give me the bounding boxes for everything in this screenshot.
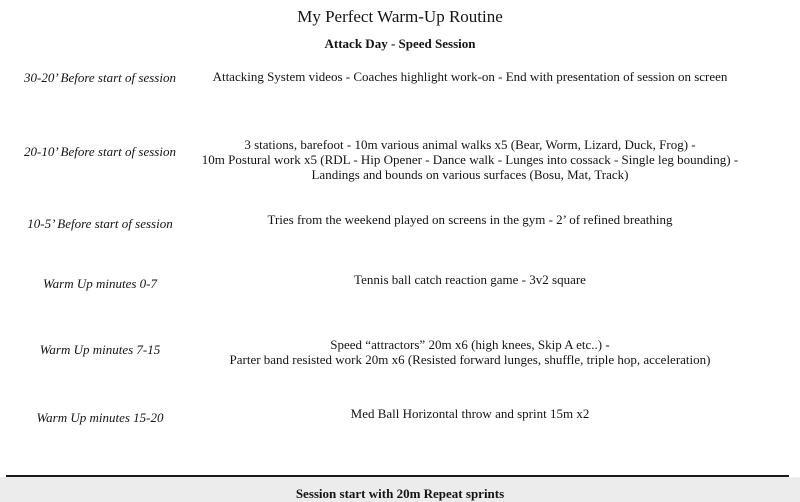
row-description-line: Parter band resisted work 20m x6 (Resisted forward lunges, shuffle, triple hop, acceleration) [229, 352, 711, 367]
row-description-line: Tennis ball catch reaction game - 3v2 square [354, 272, 586, 287]
row-time-label: Warm Up minutes 0-7 [43, 276, 157, 291]
footer-text: Session start with 20m Repeat sprints [295, 486, 505, 501]
row-description-line: Landings and bounds on various surfaces (Bosu, Mat, Track) [311, 167, 629, 182]
row-description-line: Tries from the weekend played on screens in the gym - 2’ of refined breathing [267, 212, 673, 227]
row-description-line: 10m Postural work x5 (RDL - Hip Opener - Dance walk - Lunges into cossack - Single leg bounding) - [201, 152, 739, 167]
row-description-line: Attacking System videos - Coaches highlight work-on - End with presentation of session on screen [212, 69, 728, 84]
row-description [190, 137, 750, 182]
row-time-label: 20-10’ Before start of session [24, 144, 176, 159]
row-description [190, 212, 750, 227]
page-title: My Perfect Warm-Up Routine [297, 7, 503, 26]
row-description [190, 69, 750, 84]
row-description [190, 406, 750, 421]
row-time-label: 30-20’ Before start of session [24, 70, 176, 85]
row-description-line: Speed “attractors” 20m x6 (high knees, Skip A etc..) - [330, 337, 610, 352]
row-description [190, 272, 750, 287]
row-time-label: 10-5’ Before start of session [27, 216, 173, 231]
row-time-label: Warm Up minutes 15-20 [36, 410, 164, 425]
row-time-label: Warm Up minutes 7-15 [39, 342, 161, 357]
row-description-line: Med Ball Horizontal throw and sprint 15m x2 [350, 406, 590, 421]
page-subtitle: Attack Day - Speed Session [324, 36, 476, 51]
row-description-line: 3 stations, barefoot - 10m various animal walks x5 (Bear, Worm, Lizard, Duck, Frog) - [244, 137, 696, 152]
row-description [190, 337, 750, 367]
